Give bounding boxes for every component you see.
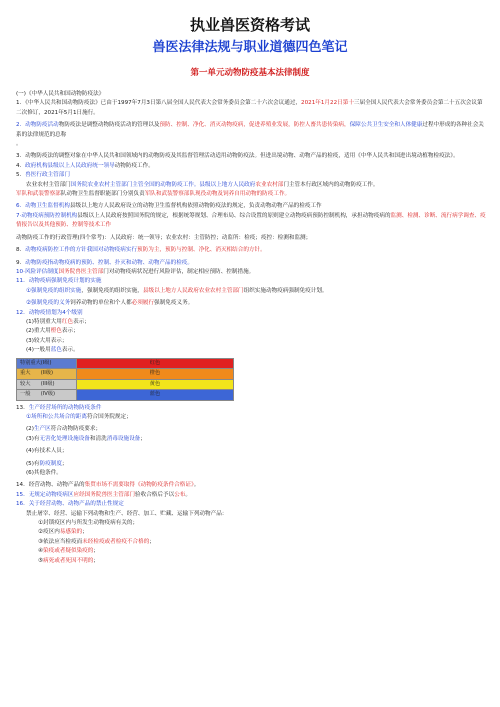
paragraph-10: 8．动物疫病防控工作的方针我国对动物疫病实行预防为主，预防与控制、净化、消灭相结合的方针。: [16, 247, 266, 254]
grade-color-cell: 红色: [77, 358, 234, 369]
condition-6: (6)其他条件。: [26, 470, 62, 476]
paragraph-2: 2．动物防疫活动物防疫法是调整动物防疫活动的管理以及预防、控制、净化、消灭动物疫病，促进养殖业发展，防控人畜共患传染病，保障公共卫生安全和人体健康过程中形成的各种社会关系的法律规范的总称: [16, 122, 484, 138]
grade-table-row: [17, 390, 234, 401]
paragraph-25: 16．关于经营动物、动物产品的禁止性规定: [16, 501, 124, 508]
condition-3: (3)有无害化处理设施设备和清洗消毒设施设备；: [26, 435, 146, 442]
prohibition-2: ②疫区内易感染的；: [38, 529, 88, 536]
condition-4: (4)有技术人员；: [26, 448, 68, 455]
condition-1: ①场所和公共场合的距离符合国务院规定；: [26, 413, 132, 420]
condition-2: (2)生产区符合动物防疫要求；: [26, 426, 102, 433]
prohibition-5: ⑤病死或者死因不明的；: [38, 557, 99, 564]
paragraph-13b: ①强制免疫的组织实施，强制免疫的组织实施，县级以上地方人民政府农业农村主管部门组织实施动物疫病强制免疫计划。: [26, 287, 328, 294]
paragraph-9: 动物防疫工作的行政管理(四个常考)：人民政府：统一领导；农业农村：主管防控；动监所：检疫；疫控：检测和监测；: [16, 234, 312, 241]
grade-4: (4)一般用蓝色表示。: [26, 347, 79, 354]
grade-level-cell: 特别重大(I级): [17, 358, 77, 369]
document-subtitle: 兽医法律法规与职业道德四色笔记: [152, 40, 348, 55]
grade-2: (2)重大用橙色表示；: [26, 328, 79, 335]
paragraph-6b: 军队和武装警察部队动物卫生监督职能部门分别负责军队和武装警察部队现役动物及饲养自用动物的防疫工作。: [16, 191, 291, 198]
grade-level-cell: 较大 (III级): [17, 379, 77, 390]
grade-color-table: [16, 358, 234, 401]
paragraph-3: 3．动物防疫法的调整对象在中华人民共和国领域内的动物防疫及其监督管理活动适用动物防疫法。但进出境动物、动物产品的检疫，适用《中华人民共和国进出境动植物检疫法》。: [16, 153, 459, 160]
grade-table-row: [17, 358, 234, 369]
prohibition-1: ①封锁疫区内与所发生动物疫病有关的；: [38, 520, 139, 527]
grade-color-cell: 黄色: [77, 379, 234, 390]
grade-table-row: [17, 369, 234, 380]
grade-3: (3)较大用表示；: [26, 337, 68, 344]
section-heading: (一)《中华人民共和国动物防疫法》: [16, 91, 105, 97]
document-title: 执业兽医资格考试: [189, 16, 310, 34]
grade-1: (1)特别重大用红色表示；: [26, 318, 90, 325]
paragraph-1: 1．《中华人民共和国动物防疫法》已由于1997年7月3日第八届全国人民代表大会常务委员会第二十六次会议通过，2021年1月22日第十三届全国人民代表大会常务委员会第二十五次会议第二次修订，2021年5月1日施行。: [16, 100, 483, 116]
paragraph-14: ②强制免疫的义务饲养动物的单位和个人都必须履行强制免疫义务。: [26, 300, 194, 307]
paragraph-13: 11．动物疫病强制免疫计划的实施: [16, 278, 102, 285]
paragraph-6: 农业农村主管部门国务院农业农村主管部门主管全国的动物防疫工作。县级以上地方人民政府农业农村部门主管本行政区域内的动物防疫工作。: [26, 181, 379, 188]
grade-color-cell: 蓝色: [77, 390, 234, 401]
grade-level-cell: 重大 (II级): [17, 369, 77, 380]
paragraph-24: 15．无规定动物疫病区应经国务院兽医主管部门验收合格后予以公布。: [16, 491, 191, 498]
paragraph-26: 禁止屠宰、经营、运输下列动物和生产、经营、加工、贮藏、运输下列动物产品：: [26, 510, 228, 517]
paragraph-16: 13．生产经营场所的动物防疫条件: [16, 404, 102, 411]
dot-line: 。: [16, 141, 22, 148]
paragraph-7: 6．动物卫生监督机构县级以上地方人民政府设立的动物卫生监督机构依照动物防疫法的规定，负责动物动物产品的检疫工作: [16, 203, 322, 210]
unit-heading: 第一单元动物防疫基本法律制度: [190, 68, 310, 78]
grade-table-row: [17, 379, 234, 390]
paragraph-23: 14．经营动物、动物产品的集贸市场不需要取得《动物防疫条件合格证》。: [16, 482, 200, 489]
condition-5: (5)有防疫制度；: [26, 460, 68, 467]
paragraph-12: 10·风险评估制度国务院兽医主管部门对动物疫病状况进行风险评估，制定相应预防、控制措施。: [16, 268, 255, 275]
paragraph-15: 12．动物疫情划为4个级别: [16, 309, 83, 316]
paragraph-11: 9．动物防疫指动物疫病的预防、控制、扑灭和动物、动物产品的检疫。: [16, 259, 193, 266]
paragraph-8: 7·动物疫病预防控制机构县级以上人民政府按照国务院的规定，根据统筹规划、合理布局、综合设置的原则建立动物疫病预防控制机构，承担动物疫病的监测、检测、诊断、流行病学调查、疫情报告以及其他预防、控制等技术工作: [16, 212, 486, 229]
paragraph-5: 5．兽医行政主管部门: [16, 172, 70, 179]
paragraph-4: 4．政府机构县级以上人民政府统一领导动物防疫工作。: [16, 162, 154, 169]
prohibition-3: ③依法应当检疫而未经检疫或者检疫不合格的；: [38, 538, 155, 545]
prohibition-4: ④染疫或者疑似染疫的；: [38, 548, 99, 555]
notes-body: [16, 90, 486, 566]
grade-level-cell: 一般 (IV级): [17, 390, 77, 401]
grade-color-cell: 橙色: [77, 369, 234, 380]
